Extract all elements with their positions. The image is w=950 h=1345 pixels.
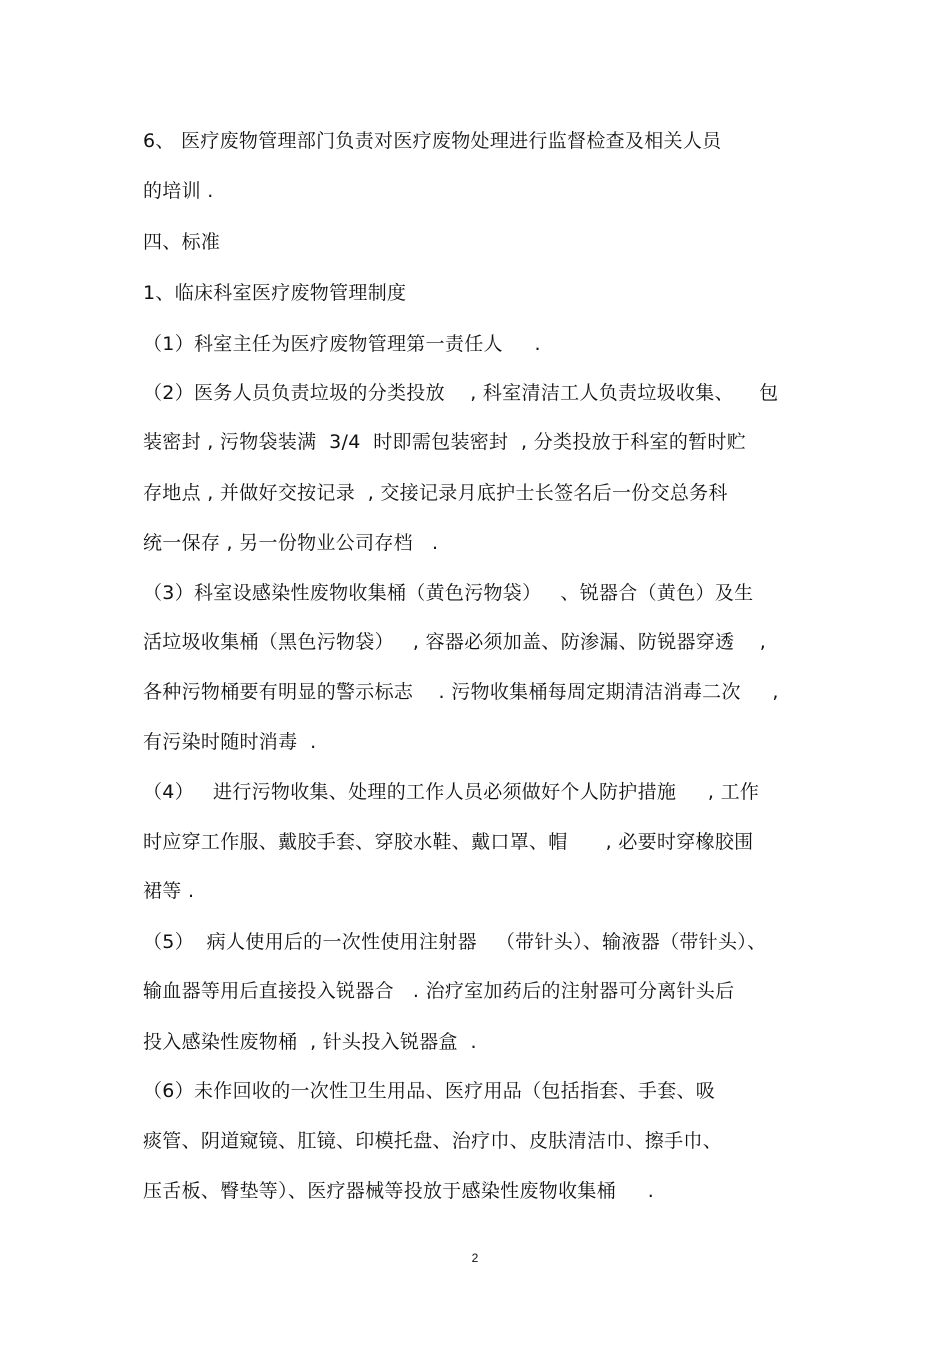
text-line: 投入感染性废物桶 , 针头投入锐器盒 .	[143, 1031, 477, 1053]
text-line: 时应穿工作服、戴胶手套、穿胶水鞋、戴口罩、帽 , 必要时穿橡胶围	[143, 831, 754, 853]
section-heading: 四、标准	[143, 231, 221, 253]
text-line: 存地点 , 并做好交按记录 , 交接记录月底护士长签名后一份交总务科	[143, 482, 728, 504]
text-line: 痰管、阴道窥镜、肛镜、印模托盘、治疗巾、皮肤清洁巾、擦手巾、	[143, 1130, 723, 1152]
text-line: （3）科室设感染性废物收集桶（黄色污物袋） 、锐器合（黄色）及生	[143, 582, 754, 604]
text-line: 各种污物桶要有明显的警示标志 . 污物收集桶每周定期清洁消毒二次 ,	[143, 681, 779, 703]
subsection-heading: 1、临床科室医疗废物管理制度	[143, 282, 407, 304]
text-line: 压舌板、臀垫等）、医疗器械等投放于感染性废物收集桶 .	[143, 1180, 655, 1202]
text-line: （2）医务人员负责垃圾的分类投放 , 科室清洁工人负责垃圾收集、 包	[143, 382, 779, 404]
text-line: 活垃圾收集桶（黑色污物袋） , 容器必须加盖、防渗漏、防锐器穿透 ,	[143, 631, 767, 653]
text-line: 统一保存 , 另一份物业公司存档 .	[143, 532, 439, 554]
page-number: 2	[471, 1251, 479, 1265]
text-line: （4） 进行污物收集、处理的工作人员必须做好个人防护措施 , 工作	[143, 781, 760, 803]
text-line: （5） 病人使用后的一次性使用注射器 （带针头）、输液器（带针头）、	[143, 931, 767, 953]
text-line: 裙等 .	[143, 880, 195, 902]
text-line: （1）科室主任为医疗废物管理第一责任人 .	[143, 333, 541, 355]
text-line: 有污染时随时消毒 .	[143, 731, 317, 753]
text-line: 输血器等用后直接投入锐器合 . 治疗室加药后的注射器可分离针头后	[143, 980, 735, 1002]
text-line: 装密封 , 污物袋装满 3/4 时即需包装密封 , 分类投放于科室的暂时贮	[143, 431, 747, 453]
text-line: 的培训 .	[143, 180, 214, 202]
text-line: 6、 医疗废物管理部门负责对医疗废物处理进行监督检查及相关人员	[143, 130, 722, 152]
text-line: （6）未作回收的一次性卫生用品、医疗用品（包括指套、手套、吸	[143, 1080, 716, 1102]
